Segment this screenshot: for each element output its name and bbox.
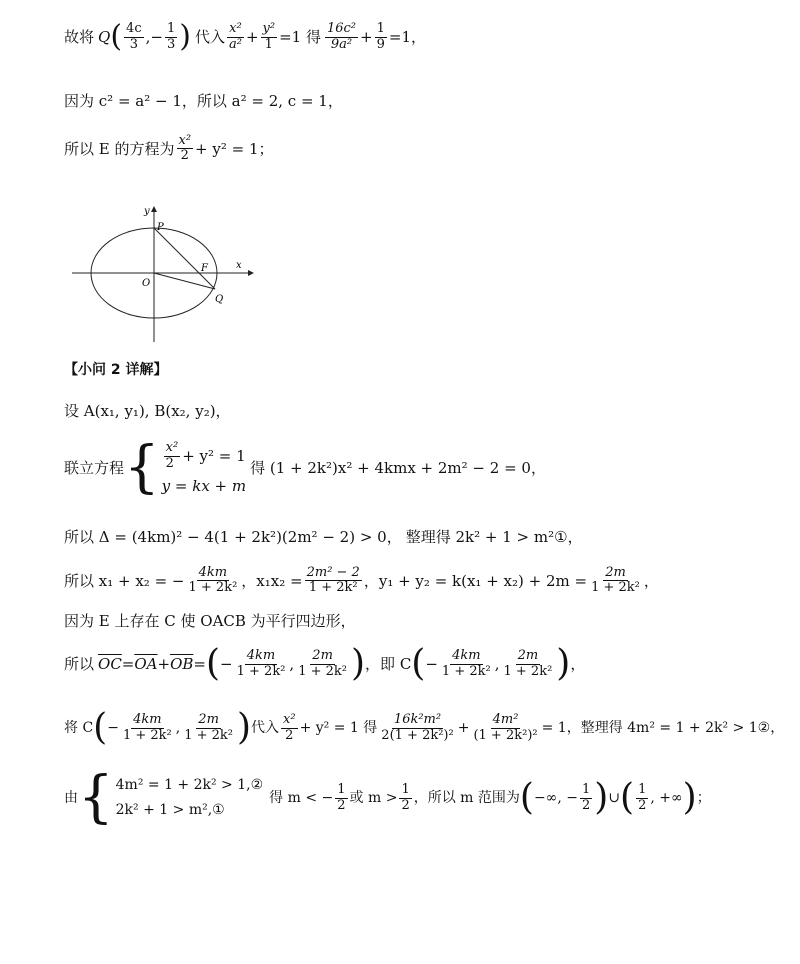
fraction: $\frac{2m}{\text{1 + 2k²}}$ [591, 565, 640, 596]
vector-oa: $\overline{OA}$ [134, 655, 158, 673]
point-label-o: O [142, 278, 151, 289]
fraction: $\frac{\text{x²}}{2}$ [165, 440, 179, 471]
fraction: $\frac{\text{16k²m²}}{\text{2(1 + 2k²)²}}$ [381, 712, 454, 743]
left-paren: ( [519, 777, 534, 818]
line-text: ，y₁ + y₂ = k(x₁ + x₂) + 2m = [363, 571, 588, 590]
line-substitute-q [64, 19, 426, 54]
fraction: $\frac{2m}{\text{1 + 2k²}}$ [503, 648, 553, 679]
left-paren: ( [206, 643, 221, 684]
right-paren: ) [594, 777, 609, 818]
fraction: $\frac{2m}{\text{1 + 2k²}}$ [298, 648, 347, 679]
line-text: =1， [388, 28, 426, 46]
line-vieta [64, 566, 659, 596]
fraction: $\frac{\text{y²}}{1}$ [262, 21, 276, 52]
operator: + [245, 28, 259, 46]
line-text: 由 [64, 789, 78, 806]
left-paren: ( [110, 19, 123, 54]
right-paren: ) [179, 19, 191, 54]
line-text: ， [570, 655, 586, 673]
line-text: 所以 E 的方程为 [64, 139, 175, 158]
line-text: , +∞ [650, 789, 683, 806]
operator: − [107, 719, 119, 736]
line-text: =1 得 [279, 28, 321, 46]
line-text: 将 C [64, 719, 94, 736]
line-text: 所以 Δ = (4km)² − 4(1 + 2k²)(2m² − 2) > 0， [64, 528, 402, 546]
right-paren: ) [351, 643, 366, 684]
line-text: ，所以 m 范围为 [413, 789, 520, 806]
fraction: $\frac{1}{2}$ [581, 782, 591, 813]
y-axis-arrow [151, 206, 157, 212]
fraction: $\frac{4km}{\text{1 + 2k²}}$ [188, 565, 238, 596]
vector-ob: $\overline{OB}$ [170, 655, 194, 673]
line-text: 故将 [64, 28, 95, 46]
line-text: 因为 c² = a² − 1，所以 a² = 2, c = 1， [64, 92, 343, 110]
fraction: $\frac{4km}{\text{1 + 2k²}}$ [236, 648, 286, 679]
line-discriminant [64, 528, 583, 546]
operator: − [220, 655, 233, 673]
vector-oc: $\overline{OC}$ [98, 655, 122, 673]
row-text: + y² = 1 [182, 447, 246, 465]
fraction: $\frac{\text{4m²}}{\text{(1 + 2k²)²}}$ [473, 712, 538, 743]
fraction: $\frac{4c}{3}$ [126, 21, 142, 52]
line-text: 联立方程 [64, 459, 125, 477]
line-vector-oc [64, 643, 586, 684]
heading-text: 【小问 2 详解】 [64, 362, 168, 378]
fraction: $\frac{\text{x²}}{2}$ [283, 712, 296, 743]
line-text: + y² = 1； [195, 139, 274, 158]
line-m-range [64, 765, 711, 830]
fraction: $\frac{\text{2m² − 2}}{\text{1 + 2k²}}$ [306, 565, 360, 596]
right-paren: ) [237, 707, 252, 748]
axis-label-y: y [144, 206, 150, 217]
line-text: 代入 [251, 719, 280, 736]
operator: ∪ [608, 789, 621, 806]
point-label-f: F [201, 263, 208, 274]
line-text: = 1，整理得 4m² = 1 + 2k² > 1②， [541, 719, 785, 736]
fraction: $\frac{\text{16c²}}{\text{9a²}}$ [326, 21, 357, 52]
operator: + [157, 655, 171, 673]
equation-system [124, 435, 247, 500]
inequality-system [78, 765, 264, 830]
operator: − [425, 655, 438, 673]
line-substitute-c [64, 707, 785, 748]
ellipse-figure [70, 198, 260, 348]
line-text: ， [643, 571, 659, 590]
fraction: $\frac{4km}{\text{1 + 2k²}}$ [441, 648, 491, 679]
section-heading [64, 362, 168, 379]
operator: + [457, 719, 470, 736]
segment-oq [154, 273, 215, 289]
fraction: $\frac{1}{9}$ [376, 21, 385, 52]
line-system [64, 435, 546, 500]
line-parallelogram [64, 612, 356, 630]
left-paren: ( [411, 643, 426, 684]
line-text: 因为 E 上存在 C 使 OACB 为平行四边形， [64, 612, 356, 630]
line-text: 所以 [64, 655, 95, 673]
line-set-points [64, 402, 231, 420]
x-axis-arrow [248, 270, 254, 276]
line-text: + y² = 1 得 [299, 719, 378, 736]
line-text: ，x₁x₂ = [241, 571, 303, 590]
operator: = [193, 655, 206, 673]
point-label: Q [98, 28, 111, 46]
operator: = [121, 655, 135, 673]
separator: , [289, 655, 295, 673]
line-text: ； [696, 789, 711, 806]
right-paren: ) [682, 777, 697, 818]
separator: ,− [145, 28, 163, 46]
line-text: 得 m < − [269, 789, 334, 806]
point-label-p: P [157, 222, 164, 233]
fraction: $\frac{\text{x²}}{2}$ [178, 133, 192, 164]
line-a-squared [64, 92, 343, 110]
left-paren: ( [93, 707, 108, 748]
system-row: 2k² + 1 > m²,① [115, 802, 225, 818]
fraction: $\frac{1}{3}$ [166, 21, 176, 52]
fraction: $\frac{\text{x²}}{\text{a²}}$ [228, 21, 242, 52]
fraction: $\frac{1}{2}$ [638, 782, 647, 813]
segment-pq [154, 228, 215, 289]
fraction: $\frac{1}{2}$ [401, 782, 410, 813]
line-text: 整理得 2k² + 1 > m²①， [405, 528, 583, 546]
system-row: 4m² = 1 + 2k² > 1,② [115, 777, 264, 794]
system-row [162, 441, 246, 471]
line-text: ，即 C [365, 655, 412, 673]
line-text: 或 m > [349, 789, 398, 806]
line-ellipse-equation [64, 134, 274, 164]
separator: , [175, 719, 181, 736]
line-text: −∞, − [533, 789, 578, 806]
line-text: 设 A(x₁, y₁), B(x₂, y₂)， [64, 402, 231, 420]
left-brace: { [78, 765, 114, 830]
fraction: $\frac{2m}{\text{1 + 2k²}}$ [184, 712, 233, 743]
line-text: 所以 x₁ + x₂ = − [64, 571, 185, 590]
left-brace: { [124, 435, 160, 500]
line-text: 代入 [194, 28, 225, 46]
point-label-q: Q [215, 294, 224, 305]
system-row: y = kx + m [161, 476, 247, 495]
separator: , [494, 655, 500, 673]
line-text: 得 (1 + 2k²)x² + 4kmx + 2m² − 2 = 0， [250, 459, 546, 477]
right-paren: ) [556, 643, 571, 684]
axis-label-x: x [236, 260, 242, 271]
operator: + [360, 28, 373, 46]
left-paren: ( [620, 777, 635, 818]
fraction: $\frac{1}{2}$ [337, 782, 346, 813]
fraction: $\frac{4km}{\text{1 + 2k²}}$ [122, 712, 172, 743]
